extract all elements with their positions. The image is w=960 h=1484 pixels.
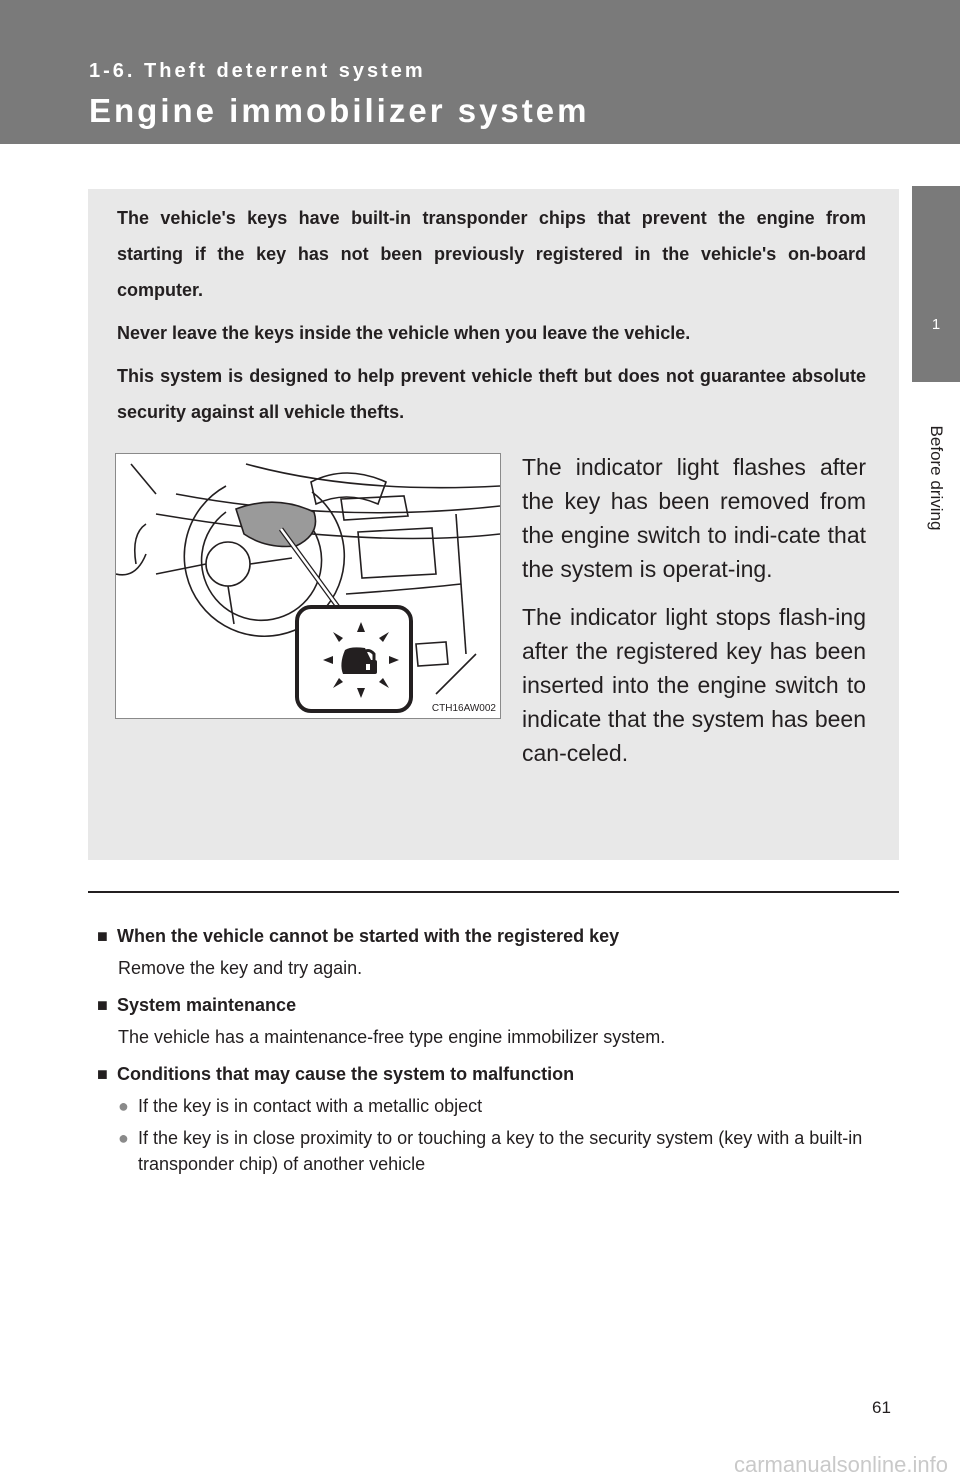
list-item-text: If the key is in close proximity to or touching a key to the security system (key with a built-in transponder chip) of another vehicle [138,1128,863,1174]
circle-bullet-icon: ● [118,1128,129,1148]
square-bullet-icon: ■ [97,926,108,946]
square-bullet-icon: ■ [97,995,108,1015]
note-body: Remove the key and try again. [118,958,363,978]
page-number: 61 [872,1398,891,1417]
intro-paragraph: This system is designed to help prevent vehicle theft but does not guarantee absolute security against all vehicle thefts. [117,366,866,422]
chapter-tab-number: 1 [931,316,941,333]
figure-code: CTH16AW002 [431,703,496,714]
list-item [118,1093,897,1119]
circle-bullet-icon: ● [118,1096,129,1116]
note-heading [97,1060,897,1088]
note-heading [97,991,897,1019]
watermark[interactable]: carmanualsonline.info [733,1452,948,1477]
section-divider [88,891,899,893]
chapter-tab-label: Before driving [927,425,946,531]
note-heading-text: System maintenance [117,995,297,1015]
note-heading-text: Conditions that may cause the system to malfunction [117,1064,575,1084]
indicator-paragraph: The indicator light stops flash-ing after the registered key has been inserted into the engine switch to indicate that the system has been can-celed. [522,604,866,766]
square-bullet-icon: ■ [97,1064,108,1084]
indicator-description [522,450,866,784]
intro-text [117,200,866,437]
indicator-paragraph: The indicator light flashes after the key has been removed from the engine switch to indi-cate that the system is operat-ing. [522,454,866,582]
dashboard-illustration [115,453,501,719]
security-indicator-lock-icon [321,620,401,700]
chapter-tab [912,186,960,382]
note-body: The vehicle has a maintenance-free type engine immobilizer system. [118,1027,666,1047]
note-heading-text: When the vehicle cannot be started with the registered key [117,926,620,946]
note-heading [97,922,897,950]
intro-paragraph: Never leave the keys inside the vehicle when you leave the vehicle. [117,323,691,343]
notes-section [97,922,897,1183]
section-label: 1-6. Theft deterrent system [89,60,426,82]
intro-paragraph: The vehicle's keys have built-in transponder chips that prevent the engine from starting if the key has not been previously registered in the vehicle's on-board computer. [117,208,866,300]
page-title: Engine immobilizer system [89,92,590,129]
list-item [118,1125,897,1177]
list-item-text: If the key is in contact with a metallic object [138,1096,483,1116]
